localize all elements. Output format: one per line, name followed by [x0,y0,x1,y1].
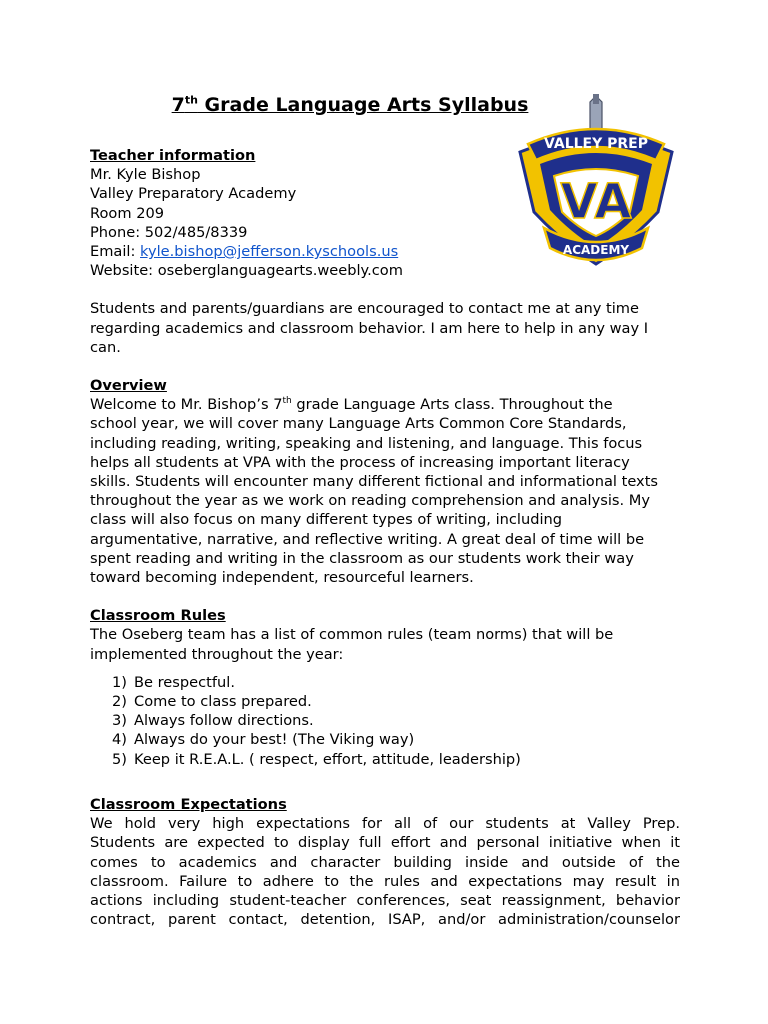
teacher-school: Valley Preparatory Academy [90,185,297,203]
rules-heading: Classroom Rules [90,607,226,625]
list-item: 3) Always follow directions. [112,712,314,730]
overview-line: helps all students at VPA with the process of increasing important literacy [90,453,630,471]
logo-bottom-text: ACADEMY [562,243,630,257]
contact-note-line: can. [90,338,121,356]
expectations-line: actions including student-teacher conferences, seat reassignment, behavior [90,891,680,909]
overview-line: toward becoming independent, resourceful learners. [90,569,474,587]
teacher-info-heading: Teacher information [90,147,256,164]
list-item: 4) Always do your best! (The Viking way) [112,731,415,749]
overview-line: spent reading and writing in the classroom as our students work their way [90,549,634,567]
syllabus-body [90,146,680,929]
expectations-line: We hold very high expectations for all of our students at Valley Prep. [90,815,680,833]
overview-line: throughout the year as we work on reading comprehension and analysis. My [90,492,650,510]
overview-line: class will also focus on many different types of writing, including [90,511,563,529]
contact-note-line: regarding academics and classroom behavior. I am here to help in any way I [90,319,649,337]
teacher-name: Mr. Kyle Bishop [90,166,201,184]
list-item: 5) Keep it R.E.A.L. ( respect, effort, attitude, leadership) [112,750,521,768]
email-label: Email: [90,243,141,261]
logo-top-text: VALLEY PREP [543,136,649,152]
overview-line: skills. Students will encounter many different fictional and informational texts [90,473,659,491]
rules-intro-line: The Oseberg team has a list of common rules (team norms) that will be [90,626,614,644]
overview-line: argumentative, narrative, and reflective writing. A great deal of time will be [90,530,645,548]
email-link[interactable]: kyle.bishop@jefferson.kyschools.us [140,243,399,261]
teacher-email-row [90,242,680,261]
logo-letters: VA [560,174,632,230]
contact-note-line: Students and parents/guardians are encouraged to contact me at any time [90,300,639,318]
expectations-line: contract, parent contact, detention, ISAP, and/or administration/counselor [90,911,680,929]
overview-line: including reading, writing, speaking and listening, and language. This focus [90,434,643,452]
expectations-heading: Classroom Expectations [90,795,287,813]
expectations-line: Students are expected to display full effort and personal initiative when it [90,834,680,852]
teacher-phone: Phone: 502/485/8339 [90,223,248,241]
overview-heading: Overview [90,377,167,395]
list-item: 1) Be respectful. [112,673,235,691]
rules-list [112,673,680,769]
overview-line: school year, we will cover many Language Arts Common Core Standards, [90,415,627,433]
expectations-line: classroom. Failure to adhere to the rules and expectations may result in [90,872,680,890]
teacher-room: Room 209 [90,204,165,222]
teacher-website: Website: oseberglanguagearts.weebly.com [90,262,403,280]
overview-line: Welcome to Mr. Bishop’s 7th grade Language Arts class. Throughout the [90,396,613,414]
list-item: 2) Come to class prepared. [112,693,312,711]
page-title: 7th Grade Language Arts Syllabus [171,93,529,116]
expectations-line: comes to academics and character building inside and outside of the [90,853,680,871]
rules-intro-line: implemented throughout the year: [90,645,344,663]
